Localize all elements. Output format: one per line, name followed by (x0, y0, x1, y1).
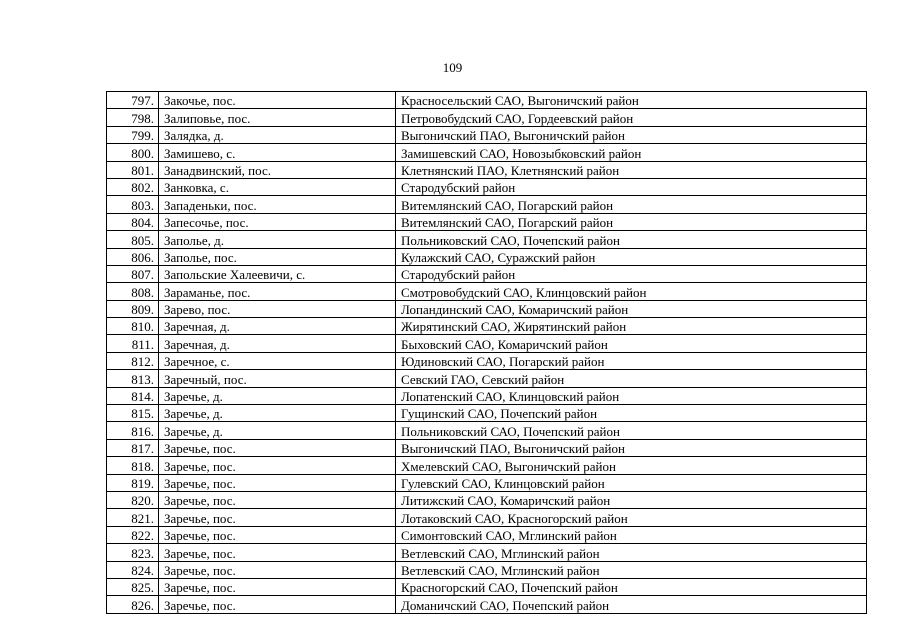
table-row (107, 318, 867, 335)
row-number-cell: 798. (107, 109, 159, 126)
page-number: 109 (442, 60, 463, 75)
table-row (107, 300, 867, 317)
settlement-name-cell: Заречье, пос. (159, 561, 396, 578)
row-number-cell: 813. (107, 370, 159, 387)
settlement-name-cell: Заречье, пос. (159, 578, 396, 595)
district-cell: Хмелевский САО, Выгоничский район (396, 457, 867, 474)
table-row (107, 352, 867, 369)
table-row (107, 387, 867, 404)
district-cell: Стародубский район (396, 265, 867, 282)
table-row (107, 526, 867, 543)
district-cell: Быховский САО, Комаричский район (396, 335, 867, 352)
settlement-name-cell: Закочье, пос. (159, 92, 396, 109)
district-cell: Польниковский САО, Почепский район (396, 231, 867, 248)
row-number-cell: 824. (107, 561, 159, 578)
district-cell: Замишевский САО, Новозыбковский район (396, 144, 867, 161)
settlement-name-cell: Западеньки, пос. (159, 196, 396, 213)
row-number-cell: 825. (107, 578, 159, 595)
district-cell: Гущинский САО, Почепский район (396, 405, 867, 422)
district-cell: Выгоничский ПАО, Выгоничский район (396, 126, 867, 143)
district-cell: Клетнянский ПАО, Клетнянский район (396, 161, 867, 178)
settlement-name-cell: Заречье, пос. (159, 596, 396, 613)
table-row (107, 231, 867, 248)
settlement-name-cell: Залядка, д. (159, 126, 396, 143)
settlement-name-cell: Заречная, д. (159, 318, 396, 335)
row-number-cell: 821. (107, 509, 159, 526)
row-number-cell: 807. (107, 265, 159, 282)
table-row (107, 109, 867, 126)
row-number-cell: 819. (107, 474, 159, 491)
district-cell: Витемлянский САО, Погарский район (396, 213, 867, 230)
table-row (107, 370, 867, 387)
row-number-cell: 818. (107, 457, 159, 474)
row-number-cell: 799. (107, 126, 159, 143)
row-number-cell: 810. (107, 318, 159, 335)
settlement-name-cell: Заречье, пос. (159, 509, 396, 526)
settlements-table (106, 91, 867, 614)
district-cell: Кулажский САО, Суражский район (396, 248, 867, 265)
table-row (107, 248, 867, 265)
row-number-cell: 809. (107, 300, 159, 317)
table-row (107, 405, 867, 422)
district-cell: Выгоничский ПАО, Выгоничский район (396, 439, 867, 456)
table-row (107, 474, 867, 491)
settlements-table-body (107, 92, 867, 614)
settlement-name-cell: Залиповье, пос. (159, 109, 396, 126)
district-cell: Севский ГАО, Севский район (396, 370, 867, 387)
table-row (107, 92, 867, 109)
row-number-cell: 802. (107, 178, 159, 195)
settlement-name-cell: Занковка, с. (159, 178, 396, 195)
table-row (107, 422, 867, 439)
district-cell: Юдиновский САО, Погарский район (396, 352, 867, 369)
district-cell: Красногорский САО, Почепский район (396, 578, 867, 595)
table-row (107, 457, 867, 474)
table-row (107, 439, 867, 456)
table-row (107, 335, 867, 352)
row-number-cell: 812. (107, 352, 159, 369)
table-row (107, 196, 867, 213)
row-number-cell: 820. (107, 491, 159, 508)
district-cell: Гулевский САО, Клинцовский район (396, 474, 867, 491)
row-number-cell: 800. (107, 144, 159, 161)
table-row (107, 491, 867, 508)
settlement-name-cell: Заречье, пос. (159, 544, 396, 561)
settlement-name-cell: Заречье, д. (159, 405, 396, 422)
settlement-name-cell: Заречье, пос. (159, 491, 396, 508)
row-number-cell: 801. (107, 161, 159, 178)
district-cell: Жирятинский САО, Жирятинский район (396, 318, 867, 335)
table-row (107, 144, 867, 161)
district-cell: Лопатенский САО, Клинцовский район (396, 387, 867, 404)
table-row (107, 265, 867, 282)
table-row (107, 509, 867, 526)
settlement-name-cell: Запесочье, пос. (159, 213, 396, 230)
row-number-cell: 815. (107, 405, 159, 422)
table-row (107, 283, 867, 300)
district-cell: Польниковский САО, Почепский район (396, 422, 867, 439)
table-row (107, 578, 867, 595)
settlement-name-cell: Заречье, пос. (159, 457, 396, 474)
table-row (107, 561, 867, 578)
settlement-name-cell: Заречная, д. (159, 335, 396, 352)
district-cell: Петровобудский САО, Гордеевский район (396, 109, 867, 126)
row-number-cell: 803. (107, 196, 159, 213)
settlement-name-cell: Заречное, с. (159, 352, 396, 369)
district-cell: Лотаковский САО, Красногорский район (396, 509, 867, 526)
row-number-cell: 808. (107, 283, 159, 300)
district-cell: Симонтовский САО, Мглинский район (396, 526, 867, 543)
settlement-name-cell: Замишево, с. (159, 144, 396, 161)
row-number-cell: 797. (107, 92, 159, 109)
row-number-cell: 817. (107, 439, 159, 456)
settlement-name-cell: Зарево, пос. (159, 300, 396, 317)
district-cell: Стародубский район (396, 178, 867, 195)
row-number-cell: 811. (107, 335, 159, 352)
row-number-cell: 804. (107, 213, 159, 230)
row-number-cell: 822. (107, 526, 159, 543)
district-cell: Лопандинский САО, Комаричский район (396, 300, 867, 317)
table-row (107, 213, 867, 230)
settlement-name-cell: Зараманье, пос. (159, 283, 396, 300)
district-cell: Ветлевский САО, Мглинский район (396, 561, 867, 578)
table-row (107, 126, 867, 143)
settlement-name-cell: Заречье, пос. (159, 474, 396, 491)
table-row (107, 178, 867, 195)
row-number-cell: 806. (107, 248, 159, 265)
settlement-name-cell: Заречье, пос. (159, 439, 396, 456)
table-row (107, 544, 867, 561)
row-number-cell: 826. (107, 596, 159, 613)
row-number-cell: 823. (107, 544, 159, 561)
row-number-cell: 816. (107, 422, 159, 439)
row-number-cell: 814. (107, 387, 159, 404)
settlement-name-cell: Заречье, пос. (159, 526, 396, 543)
settlement-name-cell: Заполье, пос. (159, 248, 396, 265)
district-cell: Литижский САО, Комаричский район (396, 491, 867, 508)
settlement-name-cell: Заречье, д. (159, 387, 396, 404)
district-cell: Ветлевский САО, Мглинский район (396, 544, 867, 561)
row-number-cell: 805. (107, 231, 159, 248)
settlement-name-cell: Заречный, пос. (159, 370, 396, 387)
settlement-name-cell: Заречье, д. (159, 422, 396, 439)
settlement-name-cell: Занадвинский, пос. (159, 161, 396, 178)
district-cell: Витемлянский САО, Погарский район (396, 196, 867, 213)
settlement-name-cell: Заполье, д. (159, 231, 396, 248)
district-cell: Смотровобудский САО, Клинцовский район (396, 283, 867, 300)
settlement-name-cell: Запольские Халеевичи, с. (159, 265, 396, 282)
table-row (107, 596, 867, 613)
district-cell: Доманичский САО, Почепский район (396, 596, 867, 613)
district-cell: Красносельский САО, Выгоничский район (396, 92, 867, 109)
table-row (107, 161, 867, 178)
